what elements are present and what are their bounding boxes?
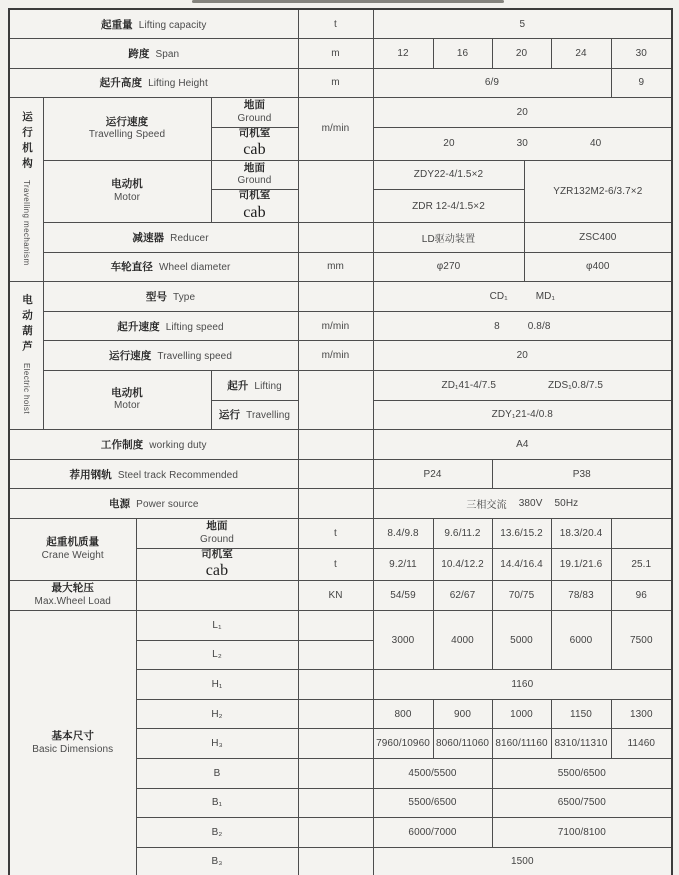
label-zh: 司机室: [238, 190, 271, 202]
value-lifting-height-30m: 9: [611, 68, 672, 98]
unit-dim-l2: [298, 640, 373, 670]
sublabel-ground: [136, 518, 298, 548]
row-hoist-travelling-speed: [9, 341, 672, 371]
unit-hoist-travelling-speed: m/min: [298, 341, 373, 371]
label-en: Crane Weight: [41, 549, 104, 561]
row-wheel-diameter: [9, 252, 672, 282]
label-zh: 起重量: [100, 19, 133, 31]
label-en: Type: [173, 292, 196, 304]
unit-hoist-type: [298, 282, 373, 312]
value-dim-h3-24: 8310/11310: [551, 729, 611, 759]
value-crane-weight-cab-12: 9.2/11: [373, 548, 433, 581]
label-power-source: [9, 489, 298, 519]
label-max-wheel-load: [9, 581, 136, 611]
label-hoist-type: [43, 282, 298, 312]
label-en: Travelling: [246, 410, 291, 422]
unit-dim-b2: [298, 818, 373, 848]
row-travel-motor-ground: [9, 160, 672, 190]
label-en: Electric hoist: [22, 363, 32, 415]
value-group: [375, 380, 671, 391]
spec-table-body: [9, 9, 672, 875]
value-dim-l-20: 5000: [492, 610, 551, 669]
label-zh: 运行速度: [108, 351, 152, 363]
value-crane-weight-cab-20: 14.4/16.4: [492, 548, 551, 581]
value-reducer-right: ZSC400: [524, 223, 672, 253]
label-en: Wheel diameter: [158, 262, 231, 274]
value-dim-h2-12: 800: [373, 699, 433, 729]
value-dim-l-24: 6000: [551, 610, 611, 669]
unit-crane-weight-cab: t: [298, 548, 373, 581]
value-hoist-travelling-speed: 20: [373, 341, 672, 371]
value-dim-b-left: 4500/5500: [373, 758, 492, 788]
label-travelling-speed: [43, 98, 211, 160]
sublabel-dim-h2: H₂: [136, 699, 298, 729]
label-zh: 运行: [218, 410, 241, 422]
label-basic-dimensions: [9, 610, 136, 875]
unit-dim-h3: [298, 729, 373, 759]
sublabel-cab: [211, 127, 298, 160]
value-wheel-diameter-left: φ270: [373, 252, 524, 282]
value-hoist-motor-lifting: [373, 371, 672, 401]
value-part: 8: [494, 320, 500, 332]
crane-spec-table: [8, 8, 673, 875]
unit-crane-weight-ground: t: [298, 518, 373, 548]
row-reducer: [9, 223, 672, 253]
label-zh: 地面: [243, 162, 266, 174]
label-zh: 起升: [227, 380, 249, 392]
value-span-24: 24: [551, 39, 611, 69]
value-hoist-lifting-speed: [373, 311, 672, 341]
sublabel-dim-h1: H₁: [136, 670, 298, 700]
value-travel-motor-large-span: YZR132M2-6/3.7×2: [524, 160, 672, 222]
label-en: Span: [155, 48, 180, 60]
value-hoist-motor-travelling: ZDY₁21-4/0.8: [373, 400, 672, 430]
value-part: 20: [443, 138, 455, 150]
unit-max-wheel-load: KN: [298, 581, 373, 611]
scan-smudge-artifact: [192, 0, 504, 3]
label-en: Steel track Recommended: [117, 469, 239, 481]
value-dim-h1: 1160: [373, 670, 672, 700]
sublabel-cab: [211, 190, 298, 223]
label-span: [9, 39, 298, 69]
value-dim-h3-30: 11460: [611, 729, 672, 759]
label-steel-track: [9, 459, 298, 489]
value-part: 380V: [518, 498, 543, 510]
value-max-wheel-load-20: 70/75: [492, 581, 551, 611]
label-en: Ground: [237, 112, 272, 124]
row-max-wheel-load: [9, 581, 672, 611]
value-part: 50Hz: [554, 498, 579, 510]
value-part: MD₁: [535, 291, 555, 303]
unit-steel-track: [298, 459, 373, 489]
value-crane-weight-ground-24: 18.3/20.4: [551, 518, 611, 548]
value-crane-weight-ground-12: 8.4/9.8: [373, 518, 433, 548]
label-zh: 最大轮压: [51, 583, 94, 595]
unit-power-source: [298, 489, 373, 519]
value-dim-b2-left: 6000/7000: [373, 818, 492, 848]
label-zh: 电动机: [111, 387, 143, 399]
value-dim-l-16: 4000: [433, 610, 492, 669]
label-zh: 起重机质量: [46, 537, 100, 549]
value-group: [375, 496, 671, 511]
value-reducer-left: LD驱动装置: [373, 223, 524, 253]
sublabel-dim-h3: H₃: [136, 729, 298, 759]
vertical-text: [20, 294, 32, 414]
value-lifting-height-main: 6/9: [373, 68, 611, 98]
label-zh: 型号: [145, 292, 168, 304]
label-zh: 起升速度: [117, 321, 160, 333]
unit-dim-h1: [298, 670, 373, 700]
label-en: Ground: [237, 175, 272, 187]
unit-dim-h2: [298, 699, 373, 729]
value-crane-weight-ground-30: [611, 518, 672, 548]
value-part: 40: [589, 138, 602, 150]
value-travel-speed-ground: 20: [373, 98, 672, 128]
label-wheel-diameter: [43, 252, 298, 282]
label-en: Lifting capacity: [138, 19, 207, 31]
value-max-wheel-load-12: 54/59: [373, 581, 433, 611]
row-crane-weight-ground: [9, 518, 672, 548]
value-part: CD₁: [489, 291, 508, 303]
value-group: [375, 138, 671, 149]
sublabel-dim-l1: L₁: [136, 610, 298, 640]
label-zh: 地面: [243, 100, 266, 112]
label-lifting-capacity: [9, 9, 298, 39]
value-working-duty: A4: [373, 430, 672, 460]
row-lifting-capacity: [9, 9, 672, 39]
label-zh: 司机室: [238, 127, 271, 139]
sublabel-dim-b1: B₁: [136, 788, 298, 818]
label-en: Motor: [113, 400, 141, 412]
value-part: 三相交流: [466, 500, 507, 512]
value-steel-track-small: P24: [373, 459, 492, 489]
value-span-20: 20: [492, 39, 551, 69]
unit-travelling-speed: m/min: [298, 98, 373, 160]
label-hoist-travelling-speed: [43, 341, 298, 371]
label-zh: 电动葫芦: [21, 294, 33, 357]
label-en: Travelling speed: [157, 351, 232, 363]
unit-dim-b1: [298, 788, 373, 818]
value-travel-motor-ground: ZDY22-4/1.5×2: [373, 160, 524, 190]
value-max-wheel-load-24: 78/83: [551, 581, 611, 611]
value-crane-weight-ground-20: 13.6/15.2: [492, 518, 551, 548]
section-electric-hoist: [9, 282, 43, 430]
vertical-text: [20, 111, 32, 266]
scanned-spec-sheet: [8, 8, 673, 875]
value-crane-weight-cab-24: 19.1/21.6: [551, 548, 611, 581]
value-wheel-diameter-right: φ400: [524, 252, 672, 282]
sublabel-cab: [136, 548, 298, 581]
unit-lifting-capacity: t: [298, 9, 373, 39]
label-en: cab: [243, 141, 266, 159]
value-part: 0.8/8: [527, 320, 551, 332]
label-zh: 运行速度: [105, 116, 149, 128]
label-hoist-lifting-speed: [43, 311, 298, 341]
sublabel-dim-b2: B₂: [136, 818, 298, 848]
value-dim-b3: 1500: [373, 847, 672, 875]
sublabel-lifting: [211, 371, 298, 401]
label-zh: 运行机构: [21, 110, 33, 173]
label-zh: 起升高度: [99, 78, 143, 90]
sublabel-dim-b: B: [136, 758, 298, 788]
row-hoist-motor-lifting: [9, 371, 672, 401]
value-dim-h3-12: 7960/10960: [373, 729, 433, 759]
value-dim-h2-24: 1150: [551, 699, 611, 729]
value-hoist-type: [373, 282, 672, 312]
label-zh: 基本尺寸: [51, 731, 94, 743]
value-crane-weight-cab-30: 25.1: [611, 548, 672, 581]
sublabel-ground: [211, 98, 298, 128]
value-dim-b1-left: 5500/6500: [373, 788, 492, 818]
label-en: working duty: [149, 439, 207, 451]
row-working-duty: [9, 430, 672, 460]
label-zh: 电源: [108, 499, 131, 511]
unit-dim-b3: [298, 847, 373, 875]
row-power-source: [9, 489, 672, 519]
value-dim-h2-16: 900: [433, 699, 492, 729]
value-span-30: 30: [611, 39, 672, 69]
label-en: Lifting: [254, 380, 282, 392]
label-zh: 司机室: [201, 548, 233, 560]
row-hoist-type: [9, 282, 672, 312]
unit-travel-motor: [298, 160, 373, 222]
sublabel-ground: [211, 160, 298, 190]
unit-wheel-diameter: mm: [298, 252, 373, 282]
value-part: ZDS₁0.8/7.5: [548, 379, 604, 391]
label-zh: 地面: [206, 520, 228, 532]
value-group: [375, 321, 671, 332]
label-crane-weight: [9, 518, 136, 580]
label-en: Travelling mechanism: [22, 179, 32, 266]
unit-lifting-height: m: [298, 68, 373, 98]
label-zh: 电动机: [111, 179, 143, 191]
unit-dim-l1: [298, 610, 373, 640]
label-en: Basic Dimensions: [32, 743, 114, 755]
value-travel-motor-cab: ZDR 12-4/1.5×2: [373, 190, 524, 223]
value-max-wheel-load-16: 62/67: [433, 581, 492, 611]
value-dim-b-right: 5500/6500: [492, 758, 672, 788]
unit-reducer: [298, 223, 373, 253]
label-en: Lifting Height: [148, 78, 208, 90]
unit-span: m: [298, 39, 373, 69]
unit-dim-b: [298, 758, 373, 788]
row-span: [9, 39, 672, 69]
label-zh: 荐用钢轨: [69, 469, 112, 481]
sublabel-empty: [136, 581, 298, 611]
label-en: Reducer: [170, 232, 209, 244]
value-span-12: 12: [373, 39, 433, 69]
unit-hoist-motor: [298, 371, 373, 430]
value-dim-l-30: 7500: [611, 610, 672, 669]
label-en: Motor: [113, 191, 141, 203]
value-dim-l-12: 3000: [373, 610, 433, 669]
label-zh: 工作制度: [100, 439, 144, 451]
label-en: Travelling Speed: [88, 129, 166, 141]
value-crane-weight-ground-16: 9.6/11.2: [433, 518, 492, 548]
value-max-wheel-load-30: 96: [611, 581, 672, 611]
value-lifting-capacity: 5: [373, 9, 672, 39]
row-lifting-height: [9, 68, 672, 98]
value-dim-b1-right: 6500/7500: [492, 788, 672, 818]
label-zh: 车轮直径: [110, 262, 153, 274]
row-dim-l1: [9, 610, 672, 640]
section-travelling-mechanism: [9, 98, 43, 282]
label-reducer: [43, 223, 298, 253]
label-en: Lifting speed: [165, 321, 224, 333]
label-zh: 跨度: [128, 48, 150, 60]
label-en: cab: [243, 203, 266, 221]
label-en: cab: [205, 562, 229, 580]
value-part: 30: [516, 138, 528, 150]
value-dim-h3-16: 8060/11060: [433, 729, 492, 759]
label-working-duty: [9, 430, 298, 460]
value-power-source: [373, 489, 672, 519]
unit-hoist-lifting-speed: m/min: [298, 311, 373, 341]
value-steel-track-large: P38: [492, 459, 672, 489]
value-dim-h2-30: 1300: [611, 699, 672, 729]
row-hoist-lifting-speed: [9, 311, 672, 341]
value-part: ZD₁41-4/7.5: [441, 379, 496, 391]
value-group: [375, 291, 671, 302]
label-hoist-motor: [43, 371, 211, 430]
row-travel-speed-ground: [9, 98, 672, 128]
label-zh: 减速器: [132, 232, 165, 244]
value-travel-speed-cab: [373, 127, 672, 160]
label-en: Ground: [200, 533, 234, 545]
value-dim-h3-20: 8160/11160: [492, 729, 551, 759]
value-dim-b2-right: 7100/8100: [492, 818, 672, 848]
sublabel-travelling: [211, 400, 298, 430]
row-steel-track: [9, 459, 672, 489]
value-dim-h2-20: 1000: [492, 699, 551, 729]
label-en: Max.Wheel Load: [34, 595, 111, 607]
value-crane-weight-cab-16: 10.4/12.2: [433, 548, 492, 581]
label-lifting-height: [9, 68, 298, 98]
value-span-16: 16: [433, 39, 492, 69]
sublabel-dim-l2: L₂: [136, 640, 298, 670]
label-travel-motor: [43, 160, 211, 222]
label-en: Power source: [136, 499, 199, 511]
sublabel-dim-b3: B₃: [136, 847, 298, 875]
unit-working-duty: [298, 430, 373, 460]
